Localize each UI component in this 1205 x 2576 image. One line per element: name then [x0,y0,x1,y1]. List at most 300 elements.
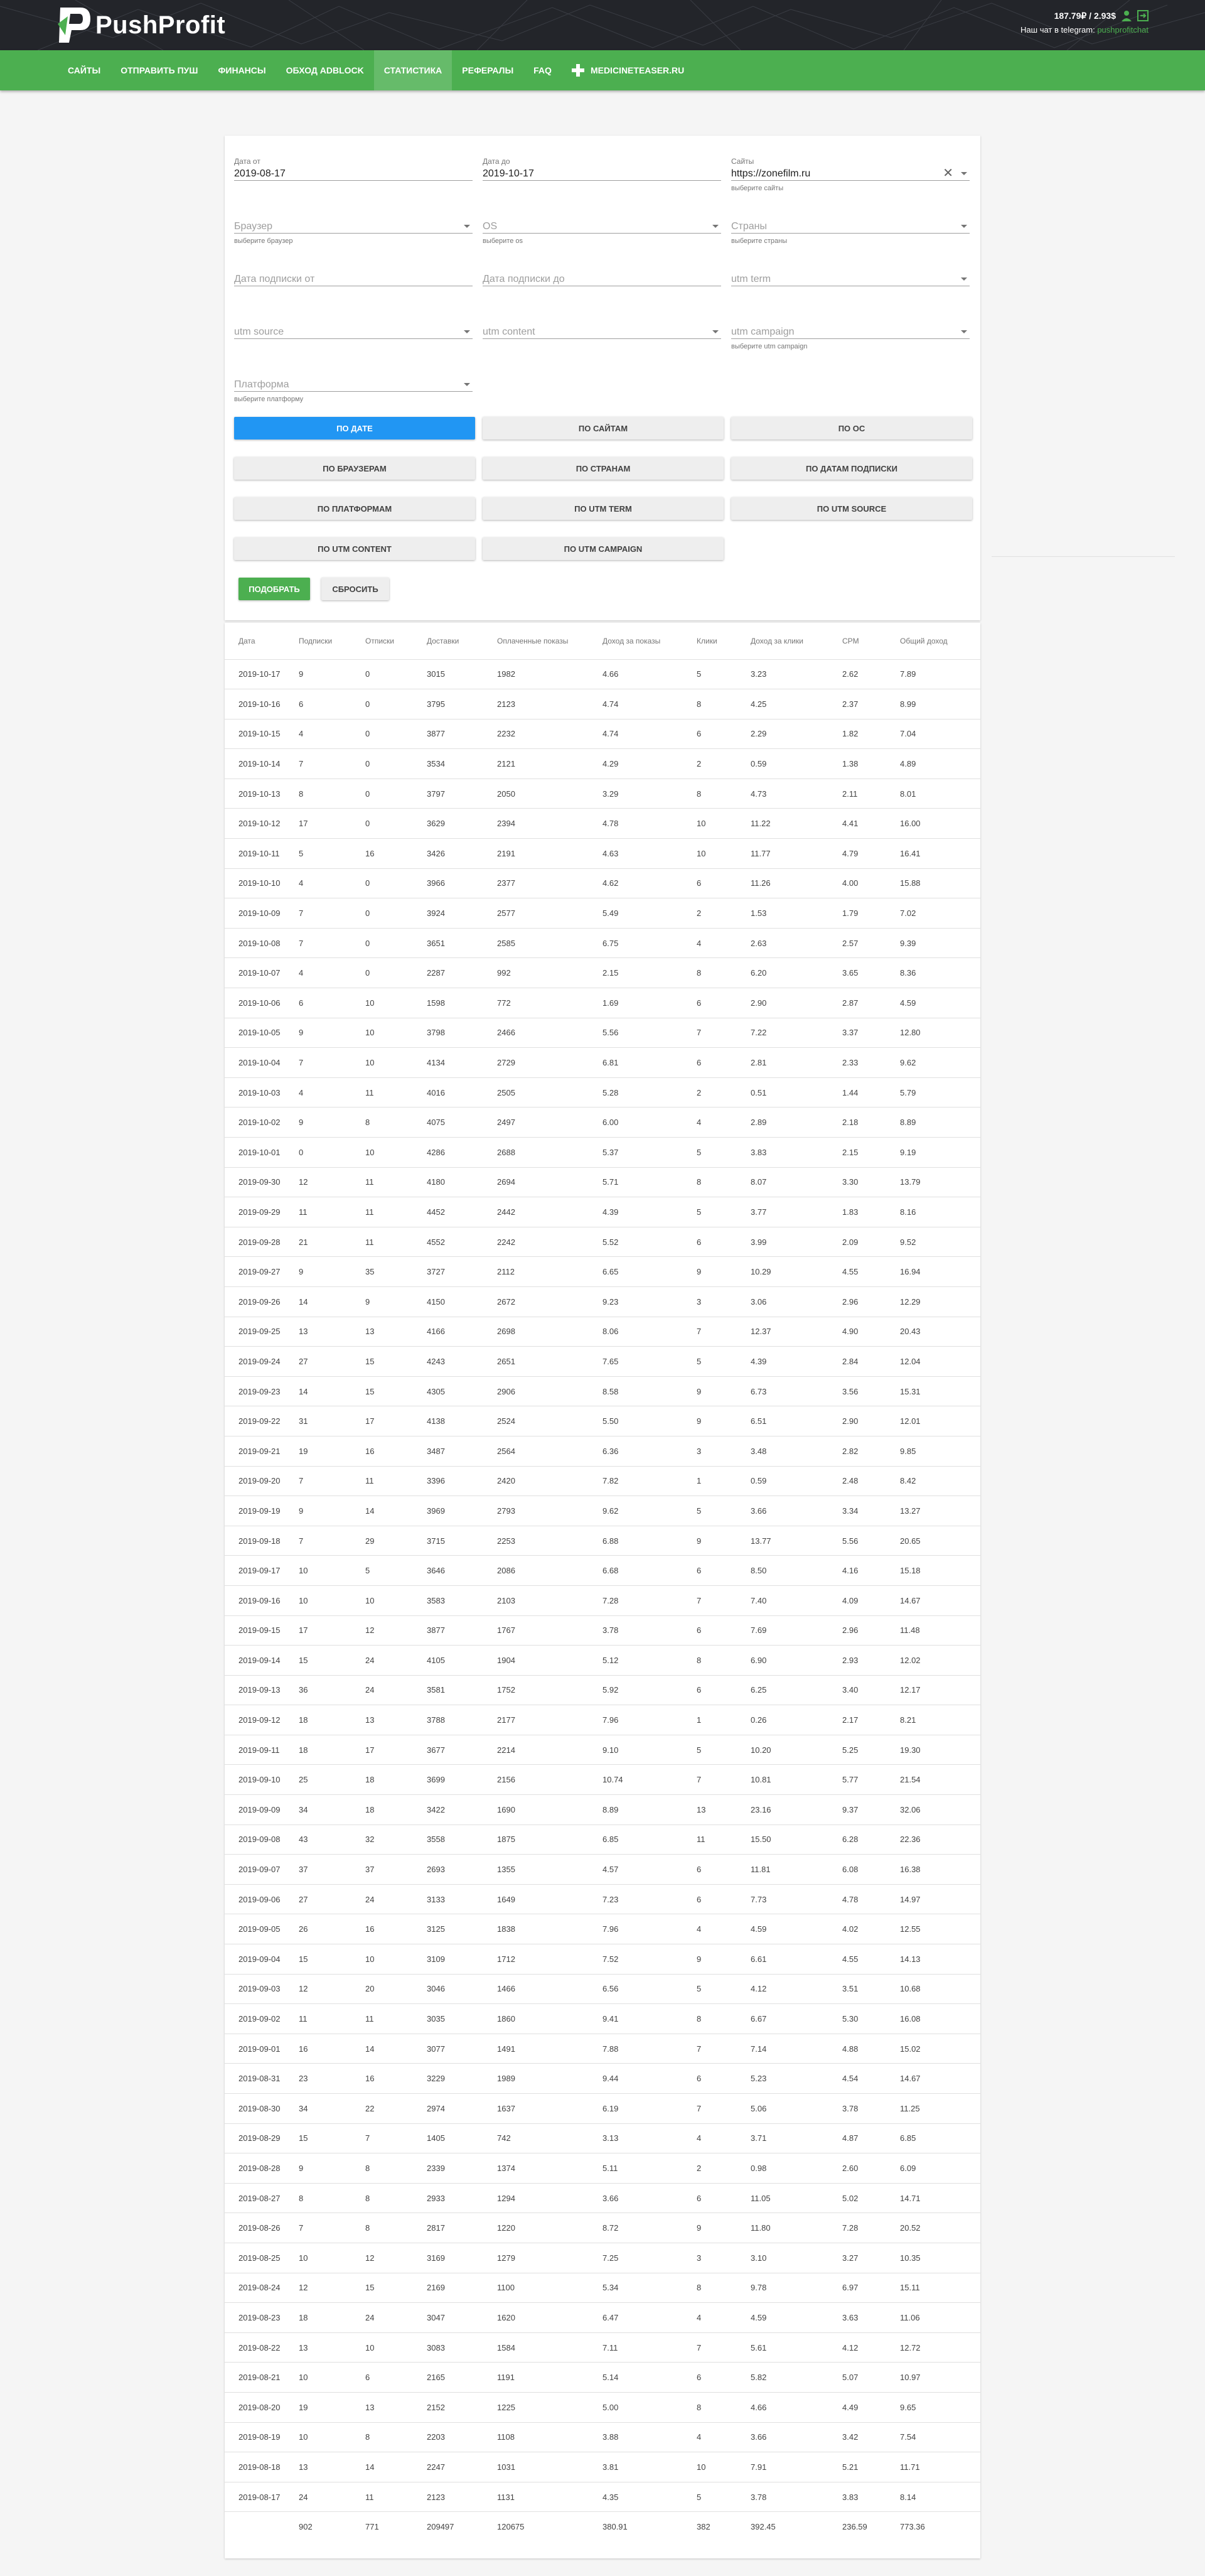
utm-content-placeholder: utm content [483,326,535,337]
cell-total-revenue: 15.31 [900,1376,980,1406]
column-header-date[interactable]: Дата [225,623,299,659]
statistics-table [225,623,980,2541]
cell-paid-impressions: 2177 [497,1705,602,1735]
cell-clicks: 9 [697,1944,751,1975]
cell-cpm: 5.77 [842,1765,900,1795]
cell-impressions-revenue: 7.96 [602,1914,697,1944]
cell-impressions-revenue: 3.66 [602,2183,697,2213]
cell-unsubscriptions: 10 [365,1048,427,1078]
table-row [225,1466,980,1496]
cell-total-revenue: 20.65 [900,1526,980,1556]
user-icon[interactable] [1121,10,1132,21]
cell-impressions-revenue: 5.37 [602,1138,697,1168]
cell-impressions-revenue: 5.11 [602,2153,697,2184]
cell-total-revenue: 9.19 [900,1138,980,1168]
cell-impressions-revenue: 3.29 [602,779,697,809]
cell-deliveries: 3229 [427,2064,497,2094]
table-row [225,2034,980,2064]
column-header-paid-impressions[interactable]: Оплаченные показы [497,623,602,659]
utm-campaign-placeholder: utm campaign [731,326,795,337]
cell-clicks-revenue: 9.78 [751,2273,842,2303]
table-row [225,2243,980,2273]
cell-impressions-revenue: 2.15 [602,958,697,988]
cell-deliveries: 3047 [427,2303,497,2333]
cell-date: 2019-10-12 [225,809,299,839]
cell-clicks: 6 [697,2363,751,2393]
cell-total-revenue: 16.00 [900,809,980,839]
date-to-label: Дата до [483,157,510,166]
cell-date: 2019-09-14 [225,1646,299,1676]
cell-clicks-revenue: 13.77 [751,1526,842,1556]
date-to-field[interactable] [483,152,721,181]
table-row [225,1795,980,1825]
cell-clicks: 5 [697,1735,751,1765]
cell-date: 2019-09-02 [225,2004,299,2034]
cell-subscriptions: 13 [299,2452,365,2482]
cell-deliveries: 3715 [427,1526,497,1556]
cell-clicks-revenue: 3.66 [751,1496,842,1526]
cell-subscriptions: 9 [299,2153,365,2184]
table-row [225,809,980,839]
logout-icon[interactable] [1137,10,1149,21]
group-by-utm-campaign-button[interactable]: ПО UTM CAMPAIGN [483,537,724,560]
cell-unsubscriptions: 0 [365,928,427,958]
cell-clicks: 5 [697,1347,751,1377]
cell-deliveries: 3046 [427,1974,497,2004]
cell-paid-impressions: 2121 [497,749,602,779]
cell-paid-impressions: 2505 [497,1077,602,1107]
group-by-utm-source-button[interactable]: ПО UTM SOURCE [731,497,972,520]
cell-date: 2019-08-29 [225,2123,299,2153]
column-header-total-revenue[interactable]: Общий доход [900,623,980,659]
table-row [225,1197,980,1227]
table-row [225,2482,980,2512]
dropdown-arrow-icon[interactable] [712,225,719,228]
cell-paid-impressions: 1649 [497,1884,602,1914]
cell-impressions-revenue: 5.56 [602,1018,697,1048]
cell-clicks: 8 [697,689,751,719]
cell-cpm: 2.11 [842,779,900,809]
cell-clicks-revenue: 4.25 [751,689,842,719]
cell-date: 2019-10-01 [225,1138,299,1168]
table-row [225,2332,980,2363]
nav-item-statistics[interactable]: СТАТИСТИКА [374,50,453,90]
cell-date: 2019-09-06 [225,1884,299,1914]
cell-deliveries: 4075 [427,1107,497,1138]
utm-term-select[interactable] [731,257,970,286]
table-row [225,1317,980,1347]
dropdown-arrow-icon[interactable] [961,172,967,175]
cell-paid-impressions: 1767 [497,1615,602,1646]
cell-date: 2019-09-07 [225,1855,299,1885]
cell-unsubscriptions: 11 [365,2482,427,2512]
cell-unsubscriptions: 8 [365,1107,427,1138]
column-header-subscriptions[interactable]: Подписки [299,623,365,659]
cell-total-revenue: 15.18 [900,1556,980,1586]
cell-paid-impressions: 1712 [497,1944,602,1975]
cell-clicks-revenue: 7.22 [751,1018,842,1048]
table-row [225,1944,980,1975]
header-account-info [1020,10,1149,35]
cell-date: 2019-09-30 [225,1167,299,1197]
column-header-clicks-revenue[interactable]: Доход за клики [751,623,842,659]
cell-deliveries: 3487 [427,1436,497,1466]
chat-label: Наш чат в telegram: [1020,25,1095,35]
cell-unsubscriptions: 8 [365,2153,427,2184]
cell-impressions-revenue: 5.28 [602,1077,697,1107]
cell-clicks-revenue: 3.66 [751,2422,842,2452]
cell-subscriptions: 15 [299,1944,365,1975]
group-by-countries-button[interactable]: ПО СТРАНАМ [483,457,724,480]
utm-campaign-hint: выберите utm campaign [731,343,808,350]
cell-total-revenue: 15.11 [900,2273,980,2303]
cell-date: 2019-10-10 [225,868,299,898]
group-by-browsers-button[interactable]: ПО БРАУЗЕРАМ [234,457,475,480]
sub-date-from-field[interactable] [234,257,473,286]
table-row [225,988,980,1018]
cell-impressions-revenue: 7.88 [602,2034,697,2064]
cell-clicks-revenue: 10.29 [751,1257,842,1287]
cell-cpm: 3.63 [842,2303,900,2333]
cell-unsubscriptions: 0 [365,809,427,839]
cell-subscriptions: 43 [299,1824,365,1855]
column-header-unsubscriptions[interactable]: Отписки [365,623,427,659]
cell-unsubscriptions: 10 [365,1138,427,1168]
table-row [225,1436,980,1466]
cell-cpm: 2.57 [842,928,900,958]
cell-subscriptions: 5 [299,839,365,869]
cell-unsubscriptions: 14 [365,1496,427,1526]
cell-impressions-revenue: 3.78 [602,1615,697,1646]
cell-clicks-revenue: 11.80 [751,2213,842,2243]
group-by-os-button[interactable]: ПО ОС [731,417,972,439]
cell-total-revenue: 8.36 [900,958,980,988]
cell-clicks: 4 [697,1914,751,1944]
cell-date: 2019-09-12 [225,1705,299,1735]
cell-date: 2019-09-15 [225,1615,299,1646]
table-row [225,2153,980,2184]
cell-total-revenue: 12.17 [900,1675,980,1705]
logo[interactable] [55,5,225,45]
dropdown-arrow-icon[interactable] [961,330,967,333]
cell-subscriptions: 18 [299,1705,365,1735]
cell-deliveries: 3877 [427,719,497,749]
nav-item-send-push[interactable]: ОТПРАВИТЬ ПУШ [120,65,198,75]
cell-clicks: 6 [697,988,751,1018]
cell-total-revenue: 22.36 [900,1824,980,1855]
cell-impressions-revenue: 6.81 [602,1048,697,1078]
cell-clicks-revenue: 12.37 [751,1317,842,1347]
cell-unsubscriptions: 7 [365,2123,427,2153]
date-from-field[interactable] [234,152,473,181]
balance-text: 187.79₽ / 2.93$ [1054,10,1116,21]
cell-clicks-revenue: 8.50 [751,1556,842,1586]
table-row [225,1227,980,1257]
table-row [225,2273,980,2303]
cell-cpm: 6.08 [842,1855,900,1885]
cell-clicks-revenue: 5.82 [751,2363,842,2393]
column-header-deliveries[interactable]: Доставки [427,623,497,659]
table-row [225,659,980,689]
cell-unsubscriptions: 13 [365,1705,427,1735]
cell-paid-impressions: 2394 [497,809,602,839]
table-row [225,1347,980,1377]
cell-cpm: 4.09 [842,1585,900,1615]
cell-deliveries: 3966 [427,868,497,898]
cell-clicks: 6 [697,1675,751,1705]
cell-clicks-revenue: 4.12 [751,1974,842,2004]
telegram-chat-link[interactable]: pushprofitchat [1097,25,1149,35]
cell-clicks: 5 [697,1496,751,1526]
cell-clicks: 4 [697,1107,751,1138]
cell-clicks: 7 [697,2034,751,2064]
cell-deliveries: 3798 [427,1018,497,1048]
cell-clicks: 6 [697,1615,751,1646]
cell-paid-impressions: 1466 [497,1974,602,2004]
cell-date: 2019-09-26 [225,1286,299,1317]
cell-unsubscriptions: 24 [365,1646,427,1676]
cell-clicks: 4 [697,2123,751,2153]
cell-date: 2019-10-07 [225,958,299,988]
cell-clicks: 5 [697,2482,751,2512]
cell-subscriptions: 12 [299,1167,365,1197]
cell-total-revenue: 14.67 [900,2064,980,2094]
browser-select[interactable] [234,205,473,245]
cell-clicks: 7 [697,2332,751,2363]
cell-paid-impressions: 2112 [497,1257,602,1287]
cell-cpm: 4.16 [842,1556,900,1586]
cell-date: 2019-10-09 [225,898,299,929]
cell-unsubscriptions: 11 [365,2004,427,2034]
cell-clicks: 7 [697,2094,751,2124]
cell-paid-impressions: 2466 [497,1018,602,1048]
cell-clicks-revenue: 6.61 [751,1944,842,1975]
sites-select[interactable] [731,152,970,192]
nav-item-referrals[interactable]: РЕФЕРАЛЫ [462,65,514,75]
cell-subscriptions: 10 [299,1556,365,1586]
cell-paid-impressions: 2698 [497,1317,602,1347]
cell-impressions-revenue: 6.36 [602,1436,697,1466]
cell-deliveries: 2933 [427,2183,497,2213]
date-to-value: 2019-10-17 [483,168,534,179]
clear-icon[interactable]: ✕ [943,166,953,180]
dropdown-arrow-icon[interactable] [961,225,967,228]
cell-date: 2019-10-17 [225,659,299,689]
cell-clicks: 8 [697,958,751,988]
dropdown-arrow-icon[interactable] [464,383,470,386]
cell-clicks: 7 [697,1018,751,1048]
table-row [225,749,980,779]
cell-total-revenue: 7.54 [900,2422,980,2452]
cell-impressions-revenue: 5.00 [602,2392,697,2422]
cell-total-revenue: 11.71 [900,2452,980,2482]
cell-deliveries: 2817 [427,2213,497,2243]
cell-cpm: 2.84 [842,1347,900,1377]
cell-clicks: 10 [697,839,751,869]
statistics-table-card [225,623,980,2558]
cell-cpm: 3.27 [842,2243,900,2273]
cell-deliveries: 3969 [427,1496,497,1526]
cell-clicks-revenue: 0.59 [751,1466,842,1496]
dropdown-arrow-icon[interactable] [961,278,967,281]
cell-clicks: 8 [697,779,751,809]
cell-paid-impressions: 2377 [497,868,602,898]
cell-date: 2019-09-05 [225,1914,299,1944]
cell-date: 2019-10-06 [225,988,299,1018]
cell-unsubscriptions: 10 [365,988,427,1018]
platform-select[interactable] [234,363,473,403]
table-row [225,1585,980,1615]
os-select[interactable] [483,205,721,245]
table-row [225,1974,980,2004]
cell-clicks: 9 [697,1406,751,1436]
table-body [225,659,980,2512]
nav-item-medicineteaser[interactable] [562,50,694,90]
cell-clicks-revenue: 3.99 [751,1227,842,1257]
dropdown-arrow-icon[interactable] [464,330,470,333]
cell-deliveries: 3583 [427,1585,497,1615]
cell-total-revenue: 8.99 [900,689,980,719]
cell-clicks: 8 [697,2392,751,2422]
apply-button[interactable]: ПОДОБРАТЬ [238,578,310,600]
cell-subscriptions: 12 [299,2273,365,2303]
cell-paid-impressions: 1982 [497,659,602,689]
cell-subscriptions: 7 [299,1526,365,1556]
table-row [225,2422,980,2452]
sites-hint: выберите сайты [731,185,784,192]
group-by-sub-dates-button[interactable]: ПО ДАТАМ ПОДПИСКИ [731,457,972,480]
cell-total-revenue: 14.67 [900,1585,980,1615]
utm-content-select[interactable] [483,310,721,339]
main-navigation [0,50,1205,90]
group-by-sites-button[interactable]: ПО САЙТАМ [483,417,724,439]
cell-impressions-revenue: 5.49 [602,898,697,929]
cell-date: 2019-09-27 [225,1257,299,1287]
cell-total-revenue: 4.89 [900,749,980,779]
cell-clicks: 7 [697,1765,751,1795]
cell-subscriptions: 11 [299,1197,365,1227]
cell-paid-impressions: 2564 [497,1436,602,1466]
cell-clicks-revenue: 3.10 [751,2243,842,2273]
nav-item-adblock-bypass[interactable]: ОБХОД ADBLOCK [286,65,364,75]
cell-unsubscriptions: 17 [365,1735,427,1765]
countries-hint: выберите страны [731,237,788,245]
cell-date: 2019-08-25 [225,2243,299,2273]
cell-clicks: 10 [697,809,751,839]
total-clicks-revenue: 392.45 [751,2522,776,2532]
cell-clicks-revenue: 0.98 [751,2153,842,2184]
cell-paid-impressions: 2906 [497,1376,602,1406]
cell-unsubscriptions: 12 [365,1615,427,1646]
table-row [225,1765,980,1795]
cell-subscriptions: 10 [299,1585,365,1615]
cell-date: 2019-10-14 [225,749,299,779]
cell-unsubscriptions: 10 [365,2332,427,2363]
utm-source-select[interactable] [234,310,473,339]
column-header-cpm[interactable]: CPM [842,623,900,659]
cell-clicks: 3 [697,1436,751,1466]
table-row [225,1914,980,1944]
cell-unsubscriptions: 24 [365,1884,427,1914]
table-row [225,1526,980,1556]
table-row [225,1646,980,1676]
cell-subscriptions: 8 [299,2183,365,2213]
sub-date-to-field[interactable] [483,257,721,286]
cell-clicks-revenue: 6.51 [751,1406,842,1436]
column-header-clicks[interactable]: Клики [697,623,751,659]
nav-item-finances[interactable]: ФИНАНСЫ [218,65,266,75]
cell-cpm: 3.30 [842,1167,900,1197]
cell-unsubscriptions: 14 [365,2034,427,2064]
cell-paid-impressions: 2191 [497,839,602,869]
cell-total-revenue: 7.04 [900,719,980,749]
cell-paid-impressions: 1690 [497,1795,602,1825]
cell-impressions-revenue: 4.62 [602,868,697,898]
cell-paid-impressions: 1131 [497,2482,602,2512]
total-clicks: 382 [697,2522,710,2532]
cell-total-revenue: 15.02 [900,2034,980,2064]
group-by-utm-content-button[interactable]: ПО UTM CONTENT [234,537,475,560]
cell-clicks: 6 [697,1227,751,1257]
group-by-platforms-button[interactable]: ПО ПЛАТФОРМАМ [234,497,475,520]
cell-cpm: 4.55 [842,1257,900,1287]
cell-deliveries: 3651 [427,928,497,958]
cell-total-revenue: 15.88 [900,868,980,898]
countries-select[interactable] [731,205,970,245]
cell-cpm: 5.21 [842,2452,900,2482]
cell-clicks: 13 [697,1795,751,1825]
group-by-date-button[interactable]: ПО ДАТЕ [234,417,475,439]
cell-unsubscriptions: 16 [365,2064,427,2094]
cell-clicks-revenue: 10.81 [751,1765,842,1795]
cell-unsubscriptions: 8 [365,2213,427,2243]
table-row [225,1048,980,1078]
cell-impressions-revenue: 7.23 [602,1884,697,1914]
cell-paid-impressions: 1838 [497,1914,602,1944]
utm-campaign-select[interactable] [731,310,970,350]
filters-card [225,136,980,620]
cell-subscriptions: 17 [299,809,365,839]
column-header-impressions-revenue[interactable]: Доход за показы [602,623,697,659]
cell-unsubscriptions: 0 [365,958,427,988]
cell-subscriptions: 4 [299,868,365,898]
nav-item-sites[interactable]: САЙТЫ [68,65,101,75]
cell-impressions-revenue: 5.71 [602,1167,697,1197]
cell-subscriptions: 36 [299,1675,365,1705]
cell-clicks: 1 [697,1705,751,1735]
cell-date: 2019-08-31 [225,2064,299,2094]
table-row [225,839,980,869]
cell-impressions-revenue: 6.68 [602,1556,697,1586]
cell-unsubscriptions: 20 [365,1974,427,2004]
cell-clicks-revenue: 4.39 [751,1347,842,1377]
cell-total-revenue: 8.89 [900,1107,980,1138]
nav-item-faq[interactable]: FAQ [533,65,552,75]
telegram-chat-info [1020,25,1149,35]
table-row [225,1257,980,1287]
cell-cpm: 3.40 [842,1675,900,1705]
dropdown-arrow-icon[interactable] [712,330,719,333]
group-by-utm-term-button[interactable]: ПО UTM TERM [483,497,724,520]
cell-date: 2019-09-21 [225,1436,299,1466]
cell-impressions-revenue: 1.69 [602,988,697,1018]
table-row [225,689,980,719]
reset-button[interactable]: СБРОСИТЬ [321,578,389,600]
cell-total-revenue: 8.21 [900,1705,980,1735]
dropdown-arrow-icon[interactable] [464,225,470,228]
cell-subscriptions: 9 [299,659,365,689]
cell-paid-impressions: 2253 [497,1526,602,1556]
